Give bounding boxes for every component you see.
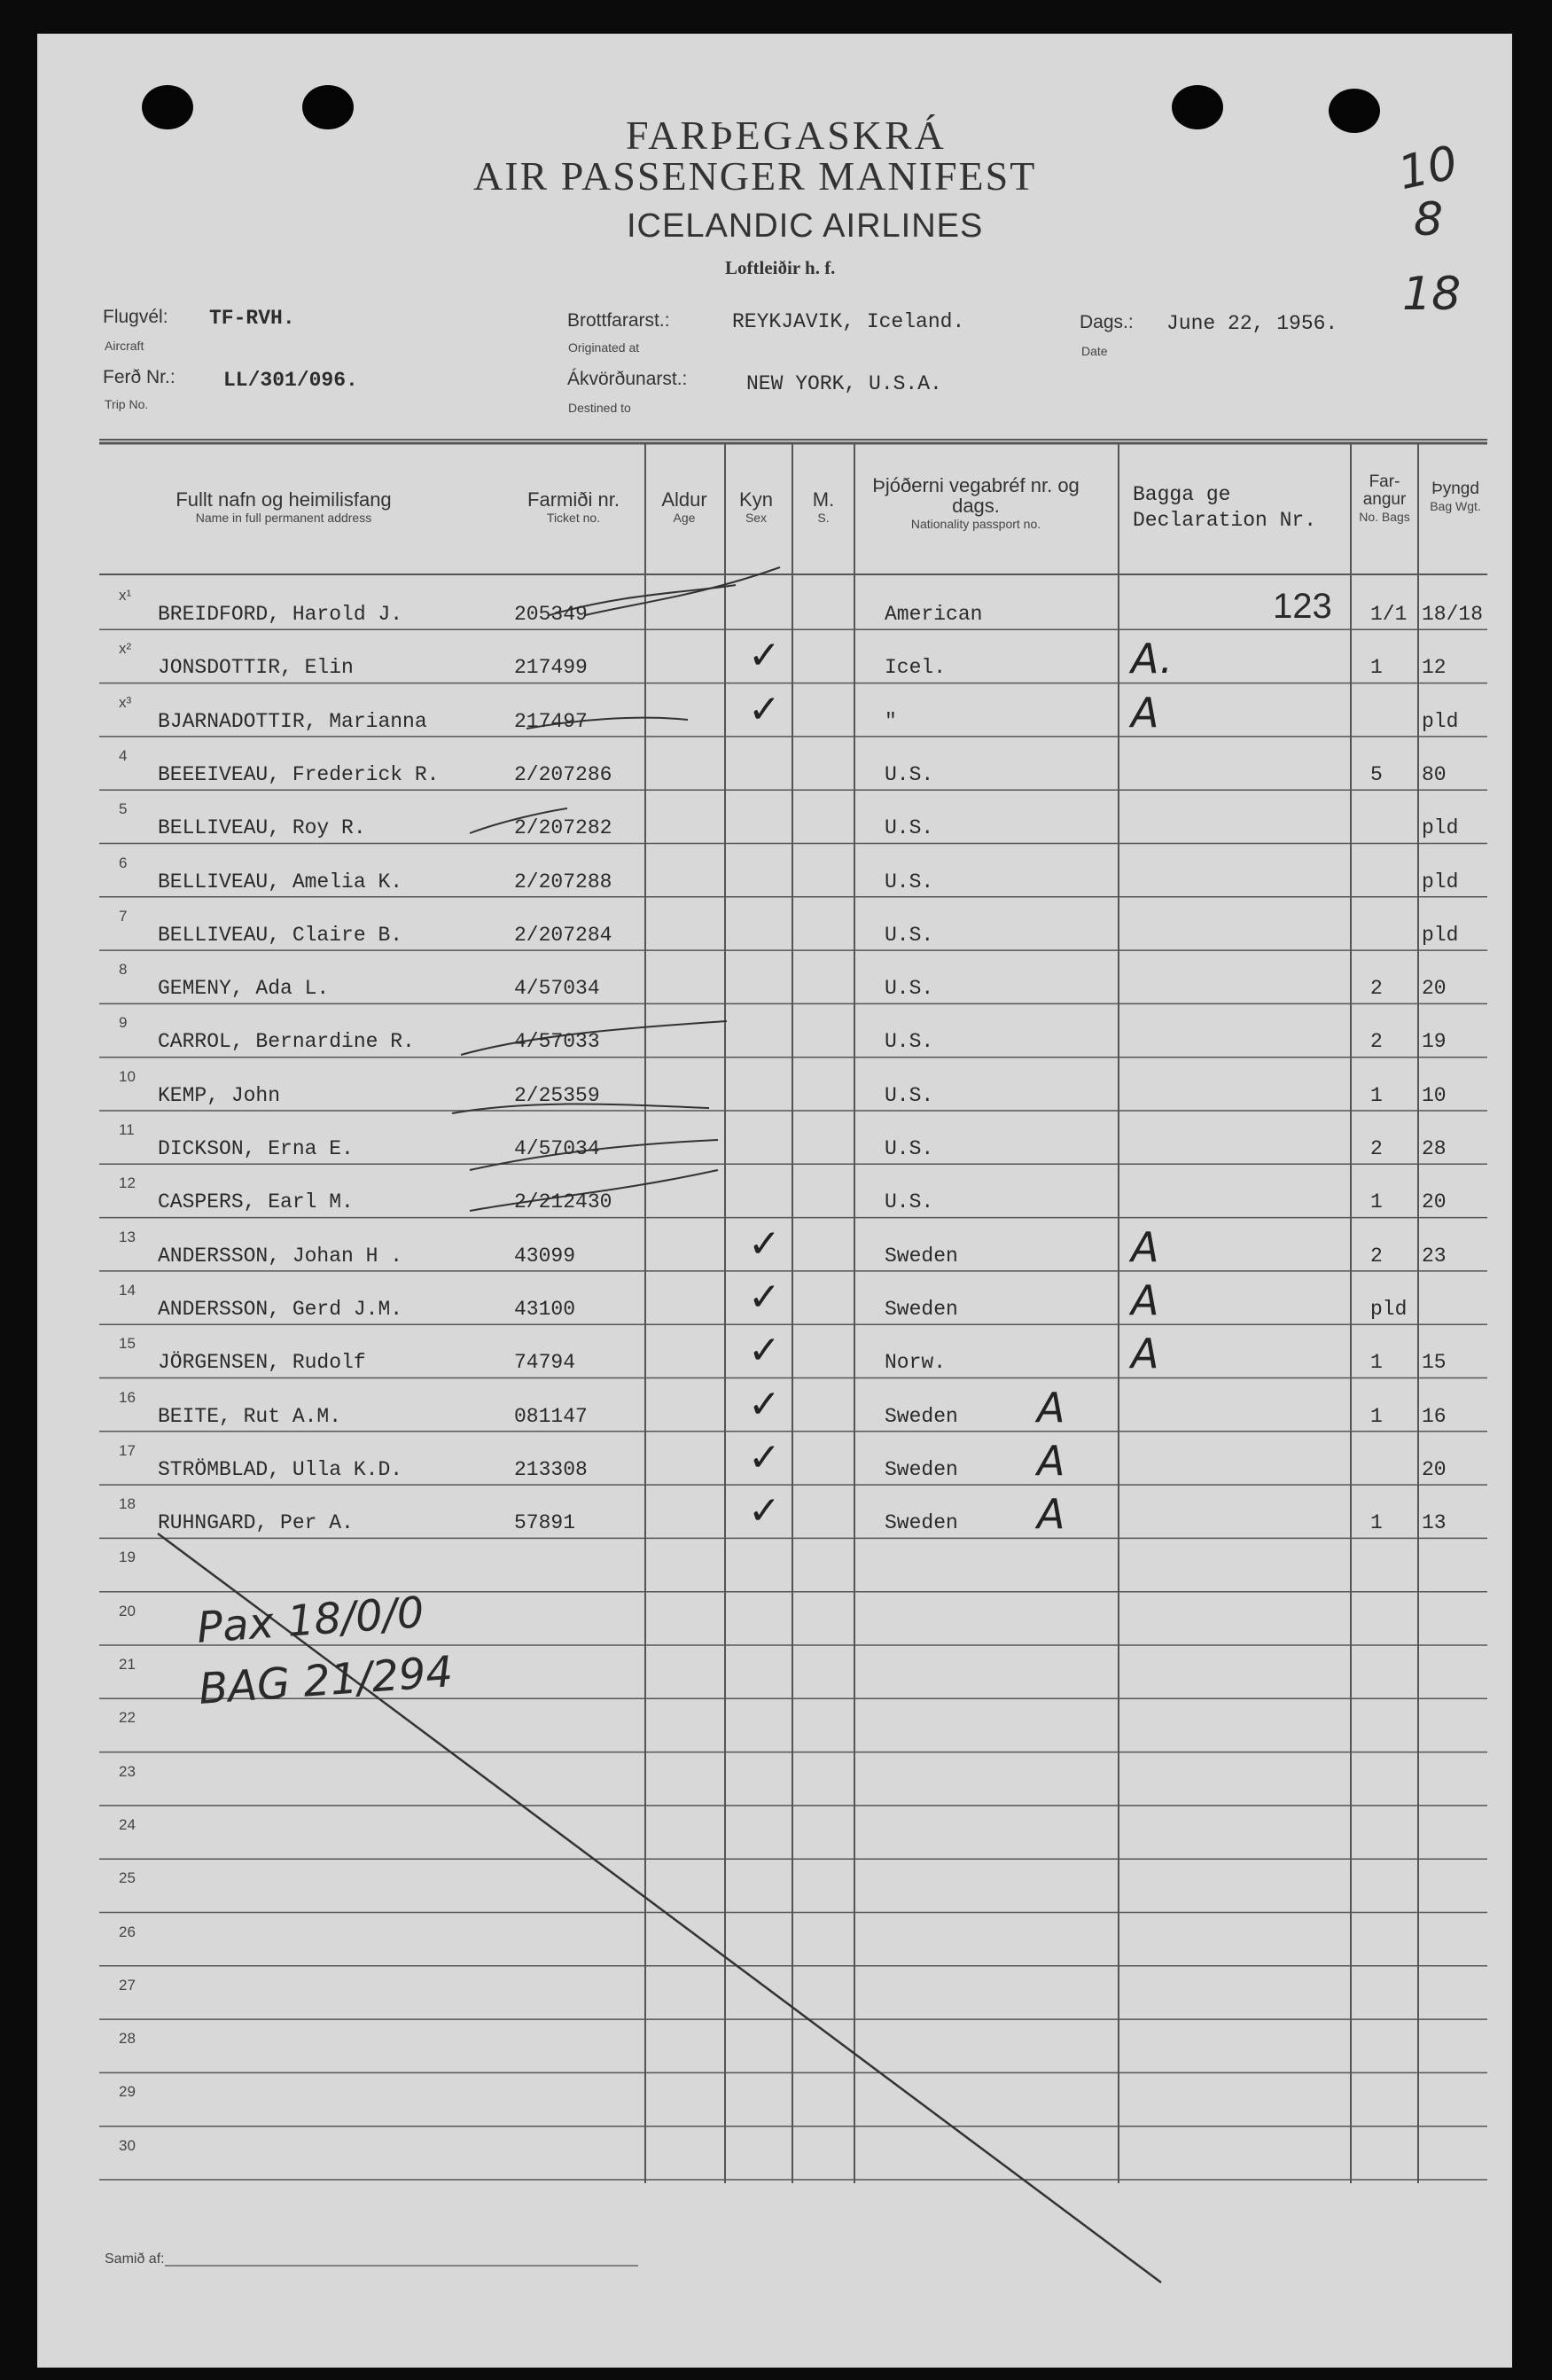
col-header-ms-label: M.	[812, 488, 835, 511]
sex-checkmark: ✓	[748, 633, 781, 679]
row-number: 30	[119, 2136, 136, 2154]
row-number: 17	[119, 1441, 136, 1459]
row-number: 10	[119, 1067, 136, 1085]
declaration-mark: A	[1131, 688, 1159, 737]
col-header-bags-label: Far-angur	[1362, 472, 1407, 509]
ticket-number: 2/207286	[514, 762, 612, 786]
row-number: 15	[119, 1335, 136, 1353]
col-header-age-label: Aldur	[661, 488, 707, 511]
page-title: AIR PASSENGER MANIFEST	[473, 153, 1037, 199]
row-number: 12	[119, 1174, 136, 1192]
bag-weight: 16	[1422, 1404, 1447, 1428]
bag-count: 2	[1370, 1137, 1383, 1160]
row-number: 4	[119, 746, 128, 764]
row-number: 22	[119, 1709, 136, 1727]
col-header-name-label: Fullt nafn og heimilisfang	[175, 488, 392, 511]
sex-checkmark: ✓	[748, 1328, 781, 1374]
row-number: 27	[119, 1976, 136, 1994]
row-number: 20	[119, 1602, 136, 1619]
nationality: U.S.	[885, 816, 934, 840]
nationality: Norw.	[885, 1351, 947, 1375]
declaration-mark: A	[1131, 1222, 1159, 1271]
bag-count: 2	[1370, 1244, 1383, 1268]
nationality: American	[885, 603, 983, 626]
passenger-name: BEITE, Rut A.M.	[158, 1404, 342, 1428]
nationality: U.S.	[885, 1190, 934, 1214]
nationality: U.S.	[885, 1030, 934, 1054]
ticket-number: 4/57034	[514, 1137, 600, 1160]
col-header-nationality-label: Þjóðerni vegabréf nr. og dags.	[872, 474, 1080, 518]
nationality: U.S.	[885, 1083, 934, 1107]
col-header-weight-sub: Bag Wgt.	[1430, 498, 1481, 513]
pax-total-note: Pax 18/0/0	[195, 1588, 426, 1653]
declaration-mark: A.	[1131, 635, 1173, 683]
sex-checkmark: ✓	[748, 1434, 781, 1480]
bag-weight: 28	[1422, 1137, 1447, 1160]
row-number: 16	[119, 1388, 136, 1406]
sex-checkmark: ✓	[748, 1221, 781, 1267]
bag-weight: pld	[1422, 709, 1459, 733]
row-number: 19	[119, 1549, 136, 1566]
sex-checkmark: ✓	[748, 686, 781, 732]
bag-weight: 20	[1422, 1457, 1447, 1481]
tally-a: 10	[1393, 136, 1462, 201]
bag-count: 1	[1370, 1083, 1383, 1107]
declaration-number: 123	[1273, 587, 1332, 626]
col-header-ticket-sub: Ticket no.	[546, 511, 601, 526]
passenger-name: ANDERSSON, Johan H .	[158, 1244, 403, 1268]
nationality: U.S.	[885, 762, 934, 786]
col-header-sex-label: Kyn	[739, 488, 773, 511]
nationality: Sweden	[885, 1404, 958, 1428]
nationality: U.S.	[885, 923, 934, 947]
ticket-number: 205349	[514, 603, 588, 626]
trip-sublabel: Trip No.	[105, 397, 149, 411]
date-value: June 22, 1956.	[1166, 312, 1338, 335]
row-number: 21	[119, 1656, 136, 1673]
bag-count: 5	[1370, 762, 1383, 786]
nationality: "	[885, 709, 897, 733]
bag-weight: 23	[1422, 1244, 1447, 1268]
sex-checkmark: ✓	[748, 1381, 781, 1427]
bag-count: 1/1	[1370, 603, 1408, 626]
passenger-name: BREIDFORD, Harold J.	[158, 603, 403, 626]
row-number: 26	[119, 1923, 136, 1940]
nationality: U.S.	[885, 870, 934, 893]
passenger-name: CASPERS, Earl M.	[158, 1190, 354, 1214]
date-sublabel: Date	[1081, 344, 1108, 358]
bag-count: 1	[1370, 656, 1383, 680]
origin-sublabel: Originated at	[568, 340, 640, 355]
row-number: 14	[119, 1281, 136, 1299]
aircraft-value: TF-RVH.	[209, 307, 295, 330]
passenger-name: JONSDOTTIR, Elin	[158, 656, 354, 680]
bag-weight: 18/18	[1422, 603, 1484, 626]
ticket-number: 2/207282	[514, 816, 612, 840]
sex-checkmark: ✓	[748, 1488, 781, 1534]
ticket-number: 2/207288	[514, 870, 612, 893]
nationality: Sweden	[885, 1297, 958, 1321]
passenger-name: ANDERSSON, Gerd J.M.	[158, 1297, 403, 1321]
row-number: 24	[119, 1815, 136, 1833]
passenger-name: DICKSON, Erna E.	[158, 1137, 354, 1160]
bag-count: 1	[1370, 1404, 1383, 1428]
title-icelandic: FARÞEGASKRÁ	[626, 113, 947, 158]
tally-b: 8	[1414, 193, 1444, 246]
bag-weight: pld	[1422, 870, 1459, 893]
ticket-number: 4/57033	[514, 1030, 600, 1054]
nationality: Sweden	[885, 1457, 958, 1481]
bag-weight: 15	[1422, 1351, 1447, 1375]
passenger-name: CARROL, Bernardine R.	[158, 1030, 415, 1054]
destination-value: NEW YORK, U.S.A.	[746, 372, 942, 395]
passenger-name: BELLIVEAU, Amelia K.	[158, 870, 403, 893]
passenger-name: JÖRGENSEN, Rudolf	[158, 1351, 366, 1375]
aircraft-label: Flugvél:	[103, 307, 168, 327]
row-number: x¹	[119, 587, 132, 604]
trip-value: LL/301/096.	[223, 369, 358, 392]
ticket-number: 74794	[514, 1351, 576, 1375]
destination-label: Ákvörðunarst.:	[567, 369, 688, 389]
col-header-nationality-sub: Nationality passport no.	[910, 517, 1041, 532]
row-number: x²	[119, 640, 132, 658]
bag-count: 2	[1370, 1030, 1383, 1054]
col-header-declaration: Bagga ge Declaration Nr.	[1133, 483, 1317, 532]
aircraft-sublabel: Aircraft	[105, 339, 144, 353]
row-number: 9	[119, 1014, 128, 1032]
row-number: 8	[119, 961, 128, 979]
nationality: Icel.	[885, 656, 947, 680]
origin-value: REYKJAVIK, Iceland.	[732, 310, 965, 333]
bag-weight: 10	[1422, 1083, 1447, 1107]
row-number: 18	[119, 1495, 136, 1513]
col-header-sex-sub: Sex	[745, 511, 768, 526]
bag-count: 1	[1370, 1351, 1383, 1375]
ticket-number: 2/207284	[514, 923, 612, 947]
destination-sublabel: Destined to	[568, 401, 631, 415]
nationality: Sweden	[885, 1244, 958, 1268]
declaration-mark: A	[1037, 1383, 1065, 1432]
declaration-mark: A	[1037, 1436, 1065, 1485]
nationality: U.S.	[885, 1137, 934, 1160]
row-number: 28	[119, 2030, 136, 2048]
ticket-number: 217499	[514, 656, 588, 680]
col-header-ticket-label: Farmiði nr.	[527, 488, 620, 511]
declaration-mark: A	[1131, 1330, 1159, 1378]
declaration-mark: A	[1037, 1490, 1065, 1539]
row-number: 29	[119, 2083, 136, 2101]
origin-label: Brottfararst.:	[567, 310, 670, 331]
company-name: Loftleiðir h. f.	[725, 257, 836, 278]
declaration-mark: A	[1131, 1276, 1159, 1324]
date-label: Dags.:	[1080, 312, 1134, 332]
bag-weight: pld	[1422, 923, 1459, 947]
passenger-name: BELLIVEAU, Roy R.	[158, 816, 366, 840]
ticket-number: 2/25359	[514, 1083, 600, 1107]
row-number: 5	[119, 800, 128, 818]
ticket-number: 217497	[514, 709, 588, 733]
bag-weight: 12	[1422, 656, 1447, 680]
bag-weight: 80	[1422, 762, 1447, 786]
col-header-bags-sub: No. Bags	[1359, 509, 1410, 524]
trip-label: Ferð Nr.:	[103, 367, 175, 387]
passenger-name: BELLIVEAU, Claire B.	[158, 923, 403, 947]
ticket-number: 213308	[514, 1457, 588, 1481]
ticket-number: 43100	[514, 1297, 576, 1321]
bag-weight: 19	[1422, 1030, 1447, 1054]
ticket-number: 4/57034	[514, 977, 600, 1001]
airline-name: ICELANDIC AIRLINES	[627, 207, 984, 245]
row-number: 7	[119, 907, 128, 925]
passenger-name: STRÖMBLAD, Ulla K.D.	[158, 1457, 403, 1481]
row-number: 23	[119, 1762, 136, 1780]
passenger-name: GEMENY, Ada L.	[158, 977, 330, 1001]
passenger-name: BJARNADOTTIR, Marianna	[158, 709, 427, 733]
bag-count: 1	[1370, 1190, 1383, 1214]
tally-total: 18	[1402, 268, 1462, 321]
nationality: U.S.	[885, 977, 934, 1001]
passenger-name: KEMP, John	[158, 1083, 281, 1107]
row-number: 6	[119, 854, 128, 871]
bag-weight: 20	[1422, 977, 1447, 1001]
bag-weight: 20	[1422, 1190, 1447, 1214]
signed-by-label: Samið af:	[105, 2251, 165, 2267]
col-header-age-sub: Age	[673, 511, 696, 526]
row-number: 11	[119, 1121, 135, 1138]
bag-count: 2	[1370, 977, 1383, 1001]
ticket-number: 57891	[514, 1511, 576, 1535]
bag-weight: 13	[1422, 1511, 1447, 1535]
row-number: x³	[119, 693, 132, 711]
ticket-number: 2/212430	[514, 1190, 612, 1214]
passenger-name: RUHNGARD, Per A.	[158, 1511, 354, 1535]
ticket-number: 081147	[514, 1404, 588, 1428]
col-header-weight-label: Þyngd	[1431, 480, 1479, 498]
ticket-number: 43099	[514, 1244, 576, 1268]
row-number: 13	[119, 1228, 136, 1245]
sex-checkmark: ✓	[748, 1274, 781, 1320]
col-header-ms-sub: S.	[817, 511, 830, 526]
bag-total-note: BAG 21/294	[197, 1647, 455, 1714]
bag-count: 1	[1370, 1511, 1383, 1535]
bag-weight: pld	[1422, 816, 1459, 840]
nationality: Sweden	[885, 1511, 958, 1535]
col-header-name-sub: Name in full permanent address	[195, 511, 372, 526]
bag-count: pld	[1370, 1297, 1408, 1321]
passenger-name: BEEEIVEAU, Frederick R.	[158, 762, 440, 786]
row-number: 25	[119, 1869, 136, 1887]
